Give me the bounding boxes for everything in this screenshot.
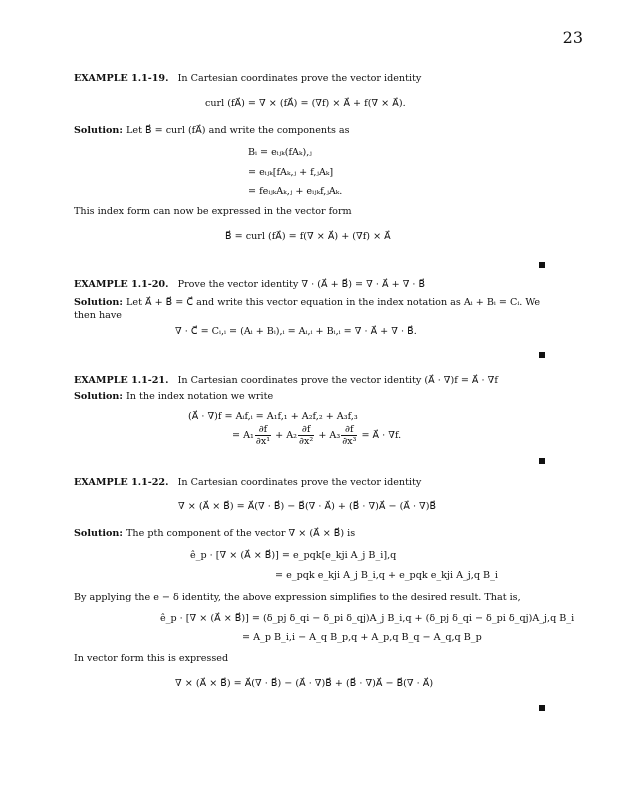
example-20-solution: [74, 296, 544, 322]
fraction: [298, 424, 314, 447]
equation: Bᵢ = eᵢⱼₖ(fAₖ),ⱼ: [248, 147, 312, 158]
example-22-label: EXAMPLE 1.1-22.: [74, 477, 169, 488]
body-text: This index form can now be expressed in the vector form: [74, 206, 352, 217]
end-of-example-mark: [539, 705, 545, 711]
equation: ∇ · C⃗ = Cᵢ,ᵢ = (Aᵢ + Bᵢ),ᵢ = Aᵢ,ᵢ + Bᵢ,ᵢ = ∇ · A⃗ + ∇ · B⃗.: [175, 326, 417, 337]
body-text: In vector form this is expressed: [74, 653, 229, 664]
fraction-numerator: ∂f: [255, 424, 271, 436]
example-21-solution: [74, 390, 273, 403]
equation: = feᵢⱼₖAₖ,ⱼ + eᵢⱼₖf,ⱼAₖ.: [248, 186, 343, 197]
equation: = e_pqk e_kji A_j B_i,q + e_pqk e_kji A_j,q B_i: [275, 570, 498, 581]
term: = A₁: [232, 430, 254, 441]
fraction-denominator: ∂x³: [342, 436, 357, 447]
example-21-heading: [74, 374, 498, 387]
example-22-solution: [74, 527, 355, 540]
example-20-statement: Prove the vector identity ∇ · (A⃗ + B⃗) = ∇ · A⃗ + ∇ · B⃗: [177, 279, 426, 290]
equation-fractions: [232, 424, 401, 447]
solution-label: Solution:: [74, 297, 123, 308]
equation: = eᵢⱼₖ[fAₖ,ⱼ + f,ⱼAₖ]: [248, 167, 334, 178]
example-19-heading: [74, 72, 421, 85]
fraction: [255, 424, 271, 447]
page-number: 23: [562, 28, 583, 47]
example-22-identity: ∇ × (A⃗ × B⃗) = A⃗(∇ · B⃗) − B⃗(∇ · A⃗) + (B⃗ · ∇)A⃗ − (A⃗ · ∇)B⃗: [178, 501, 437, 512]
fraction-denominator: ∂x¹: [255, 436, 271, 447]
solution-text: Let B⃗ = curl (fA⃗) and write the components as: [126, 125, 350, 136]
end-of-example-mark: [539, 352, 545, 358]
term: = A⃗ · ∇f.: [361, 430, 402, 441]
fraction: [341, 424, 357, 447]
equation: B⃗ = curl (fA⃗) = f(∇ × A⃗) + (∇f) × A⃗: [225, 231, 391, 242]
term: + A₃: [318, 430, 341, 441]
example-22-heading: [74, 476, 421, 489]
solution-label: Solution:: [74, 391, 123, 402]
equation: (A⃗ · ∇)f = Aᵢf,ᵢ = A₁f,₁ + A₂f,₂ + A₃f,₃: [188, 411, 358, 422]
example-19-identity: curl (fA⃗) = ∇ × (fA⃗) = (∇f) × A⃗ + f(∇ × A⃗).: [205, 98, 406, 109]
equation: ê_p · [∇ × (A⃗ × B⃗)] = (δ_pj δ_qi − δ_pi δ_qj)A_j B_i,q + (δ_pj δ_qi − δ_pi δ_qj)A_j,q B_i: [160, 613, 575, 624]
example-21-statement: In Cartesian coordinates prove the vector identity (A⃗ · ∇)f = A⃗ · ∇f: [177, 375, 498, 386]
fraction-numerator: ∂f: [341, 424, 357, 436]
example-19-solution: [74, 124, 350, 137]
example-21-label: EXAMPLE 1.1-21.: [74, 375, 169, 386]
solution-text: In the index notation we write: [126, 391, 274, 402]
example-19-statement: In Cartesian coordinates prove the vector identity: [177, 73, 422, 84]
example-19-label: EXAMPLE 1.1-19.: [74, 73, 169, 84]
term: + A₂: [275, 430, 298, 441]
solution-text: Let A⃗ + B⃗ = C⃗ and write this vector equation in the index notation as Aᵢ + Bᵢ = Cᵢ. We then have: [74, 297, 541, 321]
fraction-denominator: ∂x²: [299, 436, 314, 447]
end-of-example-mark: [539, 458, 545, 464]
example-22-statement: In Cartesian coordinates prove the vector identity: [177, 477, 422, 488]
solution-label: Solution:: [74, 528, 123, 539]
solution-label: Solution:: [74, 125, 123, 136]
equation: = A_p B_i,i − A_q B_p,q + A_p,q B_q − A_q,q B_p: [242, 632, 482, 643]
fraction-numerator: ∂f: [298, 424, 314, 436]
body-text: By applying the e − δ identity, the above expression simplifies to the desired result. That is,: [74, 592, 521, 603]
solution-text: The pth component of the vector ∇ × (A⃗ × B⃗) is: [126, 528, 356, 539]
example-20-label: EXAMPLE 1.1-20.: [74, 279, 169, 290]
end-of-example-mark: [539, 262, 545, 268]
example-20-heading: [74, 278, 425, 291]
equation: ê_p · [∇ × (A⃗ × B⃗)] = e_pqk[e_kji A_j B_i],q: [190, 550, 397, 561]
equation: ∇ × (A⃗ × B⃗) = A⃗(∇ · B⃗) − (A⃗ · ∇)B⃗ + (B⃗ · ∇)A⃗ − B⃗(∇ · A⃗): [175, 678, 434, 689]
